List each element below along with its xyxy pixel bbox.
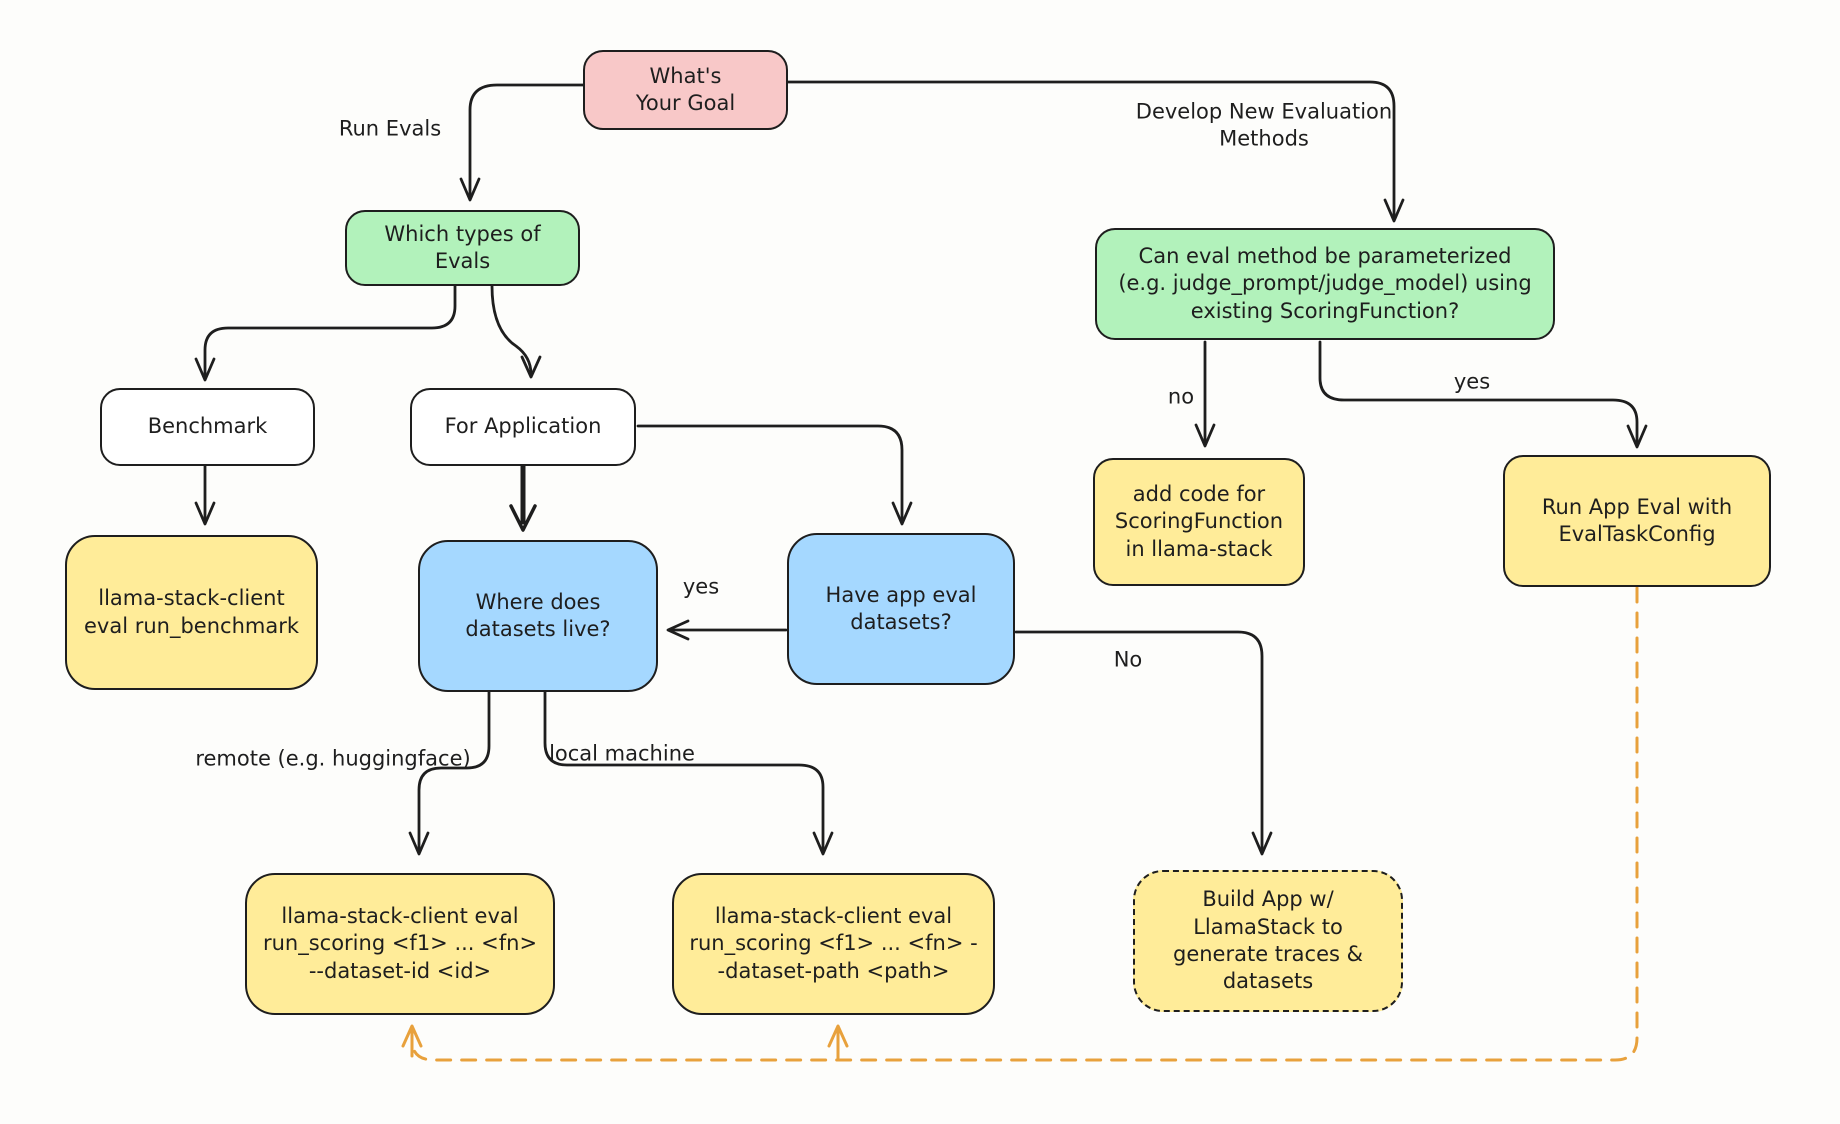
edge-wheredatasets-to-remote-arrowhead: [410, 833, 428, 854]
edge-types-to-benchmark: [205, 286, 455, 377]
edge-feedback-arrowhead-mid: [829, 1026, 847, 1056]
edge-goal-to-which-types-arrowhead: [461, 179, 479, 200]
edge-forapp-to-havedatasets-arrowhead: [893, 503, 911, 524]
node-can-eval-method-be-parameterized: Can eval method be parameterized (e.g. judge_prompt/judge_model) using existing ScoringFunction?: [1095, 228, 1555, 340]
edge-parameterized-yes-arrowhead: [1628, 426, 1646, 447]
edge-parameterized-no-arrowhead: [1196, 425, 1214, 446]
edge-benchmark-to-runbenchmark-arrowhead: [196, 503, 214, 524]
label-yes-parameterized: yes: [1453, 369, 1491, 394]
node-where-does-datasets-live: Where does datasets live?: [418, 540, 658, 692]
edge-goal-to-develop-arrowhead: [1385, 200, 1403, 221]
label-yes-have-datasets: yes: [682, 574, 720, 599]
edge-types-to-forapp-arrowhead: [522, 357, 540, 377]
node-for-application: For Application: [410, 388, 636, 466]
node-add-code-scoringfunction: add code for ScoringFunction in llama-stack: [1093, 458, 1305, 586]
edge-forapp-to-havedatasets: [638, 426, 902, 520]
node-benchmark: Benchmark: [100, 388, 315, 466]
edge-types-to-benchmark-arrowhead: [196, 359, 214, 380]
label-develop-new-evaluation-methods: Develop New Evaluation Methods: [1135, 99, 1393, 151]
node-run-scoring-dataset-id: llama-stack-client eval run_scoring <f1> ... <fn> --dataset-id <id>: [245, 873, 555, 1015]
node-build-app-llamastack: Build App w/ LlamaStack to generate traces & datasets: [1133, 870, 1403, 1012]
edge-havedatasets-to-wheredatasets-arrowhead: [668, 621, 688, 639]
node-run-app-eval-evaltaskconfig: Run App Eval with EvalTaskConfig: [1503, 455, 1771, 587]
edge-wheredatasets-to-local-arrowhead: [814, 833, 832, 854]
edge-havedatasets-no-arrowhead: [1253, 833, 1271, 854]
label-run-evals: Run Evals: [338, 116, 442, 141]
node-run-benchmark-command: llama-stack-client eval run_benchmark: [65, 535, 318, 690]
edge-goal-to-which-types: [470, 85, 583, 197]
edge-types-to-forapp: [492, 286, 531, 374]
label-local-machine: local machine: [549, 741, 695, 766]
node-have-app-eval-datasets: Have app eval datasets?: [787, 533, 1015, 685]
node-whats-your-goal: What's Your Goal: [583, 50, 788, 130]
node-which-types-of-evals: Which types of Evals: [345, 210, 580, 286]
label-no-have-datasets: No: [1113, 647, 1143, 672]
label-remote-huggingface: remote (e.g. huggingface): [195, 746, 471, 771]
edge-forapp-to-wheredatasets-arrowhead: [511, 506, 535, 530]
node-run-scoring-dataset-path: llama-stack-client eval run_scoring <f1> ... <fn> --dataset-path <path>: [672, 873, 995, 1015]
edge-wheredatasets-to-local: [545, 692, 823, 850]
edge-feedback-arrowhead-left: [403, 1026, 421, 1056]
label-no-parameterized: no: [1167, 384, 1195, 409]
